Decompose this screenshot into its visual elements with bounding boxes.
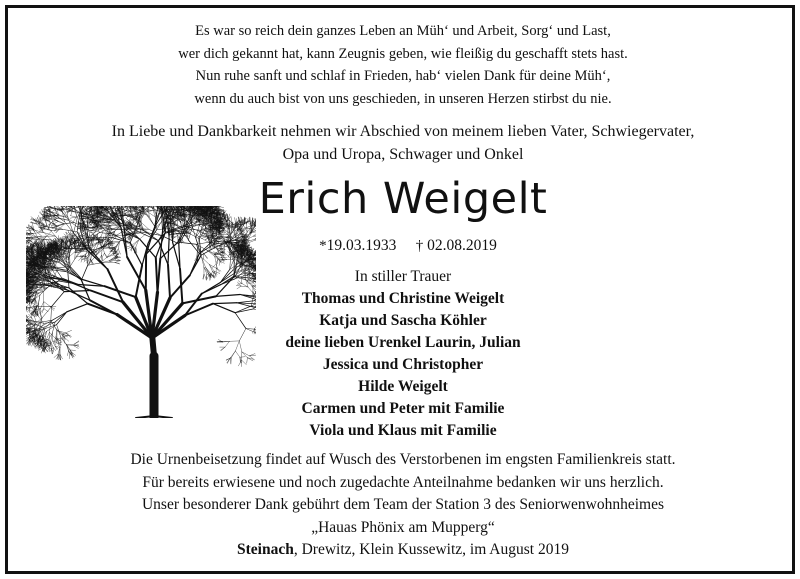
- life-dates: [218, 235, 598, 257]
- intro-line: Opa und Uropa, Schwager und Onkel: [282, 146, 524, 163]
- mourner-name: Thomas und Christine Weigelt: [301, 290, 505, 307]
- poem-line: wenn du auch bist von uns geschieden, in unseren Herzen stirbst du nie.: [194, 90, 612, 107]
- closing-line: „Hauas Phönix am Mupperg“: [311, 518, 495, 536]
- mourner-name: Hilde Weigelt: [358, 378, 448, 395]
- intro-text: [8, 120, 798, 166]
- closing-line: Die Urnenbeisetzung findet auf Wusch des Verstorbenen im engsten Familienkreis statt.: [130, 451, 676, 468]
- poem-line: Es war so reich dein ganzes Leben an Müh‘ und Arbeit, Sorg‘ und Last,: [195, 23, 611, 39]
- obituary-card: [5, 5, 795, 574]
- mourners-heading: In stiller Trauer: [354, 268, 452, 285]
- mourner-name: Jessica und Christopher: [322, 356, 484, 373]
- poem-line: Nun ruhe sanft und schlaf in Frieden, hab‘ vielen Dank für deine Müh‘,: [195, 68, 611, 84]
- mourner-name: Viola und Klaus mit Familie: [309, 422, 497, 439]
- closing-line: Für bereits erwiesene und noch zugedachte Anteilnahme bedanken wir uns herzlich.: [142, 473, 664, 491]
- birth-date: 19.03.1933: [326, 237, 397, 254]
- mourners-list: [208, 266, 598, 442]
- deceased-name: Erich Weigelt: [258, 174, 548, 224]
- mourner-name: deine lieben Urenkel Laurin, Julian: [285, 334, 521, 351]
- closing-text: [8, 449, 798, 562]
- intro-line: In Liebe und Dankbarkeit nehmen wir Abschied von meinem lieben Vater, Schwiegervater,: [111, 123, 695, 140]
- death-symbol: †: [415, 238, 424, 254]
- place-bold: Steinach: [237, 541, 294, 558]
- poem-line: wer dich gekannt hat, kann Zeugnis geben, wie fleißig du geschafft stets hast.: [178, 45, 628, 62]
- mourner-name: Carmen und Peter mit Familie: [301, 400, 505, 417]
- death-date: 02.08.2019: [427, 237, 497, 254]
- place-rest: , Drewitz, Klein Kussewitz, im August 2019: [293, 541, 569, 558]
- closing-line: Unser besonderer Dank gebührt dem Team der Station 3 des Seniorwenwohnheimes: [141, 496, 665, 513]
- poem: [8, 20, 798, 110]
- birth-symbol: *: [319, 238, 327, 254]
- mourner-name: Katja und Sascha Köhler: [319, 312, 487, 329]
- place-date-line: [8, 539, 798, 562]
